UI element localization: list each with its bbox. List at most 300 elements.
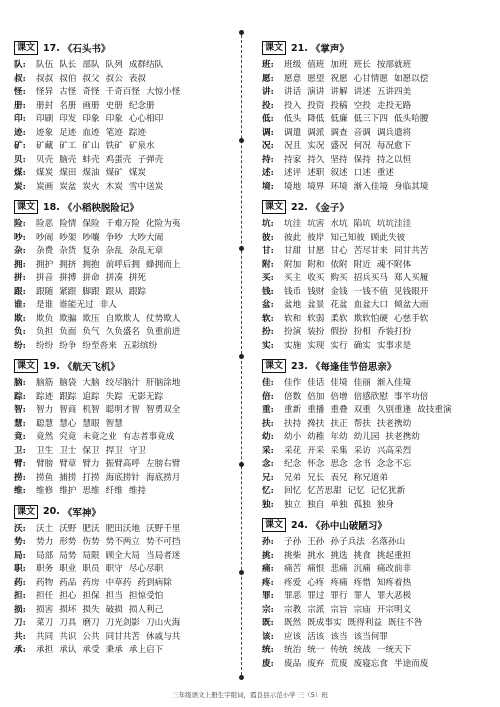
vocab-word: 孙子兵法	[330, 537, 365, 547]
vocab-word: 队长	[59, 60, 77, 70]
vocab-word: 苦尽甘来	[353, 246, 388, 256]
vocab-word: 海底捞针	[105, 472, 140, 483]
vocab-word: 搀扶	[307, 418, 325, 429]
vocab-word: 思念	[330, 459, 348, 469]
vocab-word: 局部	[36, 550, 54, 561]
lesson-tag: 课文	[262, 41, 286, 55]
vocab-word: 记忆犹新	[370, 486, 406, 496]
vocab-word: 佳境	[330, 378, 348, 388]
vocab-word: 幼小	[284, 432, 302, 442]
vocab-word: 负气	[82, 327, 100, 337]
vocab-word: 挑柴	[284, 550, 302, 561]
divider-dot	[239, 675, 244, 680]
vocab-character: 宗:	[262, 604, 274, 615]
lesson-tag: 课文	[14, 41, 38, 55]
vocab-character: 杂:	[14, 246, 26, 256]
vocab-word: 怀念	[307, 459, 325, 469]
vocab-word: 甘愿	[307, 246, 325, 256]
vocab-word: 忆苦思甜	[307, 486, 342, 496]
vocab-word: 班长	[353, 60, 371, 70]
vocab-character: 损:	[14, 604, 26, 615]
vocab-character: 甘:	[262, 246, 274, 256]
vocab-word: 印象	[82, 114, 100, 124]
vocab-word: 知己知彼	[330, 232, 365, 243]
vocab-word: 思维	[82, 486, 100, 496]
vocab-word: 损失	[82, 604, 100, 615]
vocab-word: 慧心	[59, 418, 77, 429]
vocab-word: 智勇双全	[146, 405, 181, 415]
vocab-word: 久别重逢	[376, 405, 412, 415]
vocab-word: 承上启下	[128, 645, 164, 655]
vocab-character: 买:	[262, 273, 274, 283]
vocab-row	[262, 113, 488, 127]
vocab-character: 废:	[262, 658, 274, 669]
vocab-word: 纪念	[284, 459, 302, 469]
vocab-word: 兄长	[307, 472, 325, 483]
vocab-word: 双重	[353, 405, 371, 415]
vocab-word: 绞尽脑汁	[105, 378, 140, 388]
vocab-word: 传统	[330, 645, 348, 655]
vocab-word: 倾盆大雨	[394, 300, 429, 310]
vocab-word: 倍增	[330, 391, 348, 402]
vocab-word: 疼爱	[284, 577, 302, 588]
vocab-word: 拼搏	[59, 273, 77, 283]
vocab-word: 损害	[36, 604, 54, 615]
vocab-character: 药:	[14, 577, 26, 588]
vocab-word: 低三下四	[353, 114, 388, 124]
vocab-word: 投稿	[330, 100, 348, 111]
vocab-word: 五彩缤纷	[122, 340, 158, 351]
vocab-word: 踪迹	[128, 127, 147, 138]
vocab-word: 伤势	[82, 537, 100, 547]
vocab-row	[262, 577, 488, 591]
vocab-word: 无影无踪	[128, 391, 164, 402]
vocab-word: 水坑	[330, 219, 348, 229]
vocab-character: 刀:	[14, 618, 26, 628]
vocab-word: 智商	[59, 405, 77, 415]
lesson-tag: 课文	[262, 200, 286, 214]
vocab-row	[14, 154, 240, 168]
vocab-word: 软和	[284, 313, 302, 324]
divider-dot	[239, 30, 244, 35]
vocab-word: 谁能无过	[59, 300, 94, 310]
vocab-word: 臂章	[59, 459, 77, 469]
vocab-word: 肝脑涂地	[146, 378, 181, 388]
vocab-word: 当局者迷	[146, 550, 181, 561]
vocab-word: 大吵大闹	[128, 232, 164, 243]
lesson-number: 22.	[291, 201, 308, 213]
vocab-row	[14, 313, 240, 327]
vocab-row	[14, 418, 240, 432]
vocab-word: 打捞	[82, 472, 100, 483]
lesson-tag: 课文	[262, 359, 286, 373]
vocab-word: 心疼	[307, 577, 325, 588]
vocab-word: 药房	[82, 577, 100, 588]
vocab-word: 扮演	[284, 327, 302, 337]
vocab-word: 药到病除	[137, 577, 172, 588]
vocab-word: 保持	[353, 154, 371, 165]
vocab-character: 煤:	[14, 168, 26, 178]
vocab-word: 杂费	[36, 246, 54, 256]
vocab-row	[262, 458, 488, 472]
vocab-word: 班级	[284, 60, 302, 70]
vocab-word: 煤炭	[128, 168, 147, 178]
vocab-word: 金钱	[330, 286, 348, 297]
vocab-character: 扮:	[262, 327, 274, 337]
vocab-word: 坑坑洼洼	[376, 219, 412, 229]
vocab-word: 沉痛	[353, 564, 371, 574]
vocab-word: 调查	[330, 127, 348, 138]
vocab-word: 矿山	[82, 141, 100, 151]
vocab-word: 花盆	[330, 300, 348, 310]
vocab-word: 假扮	[330, 327, 348, 337]
vocab-word: 悲痛	[330, 564, 348, 574]
vocab-word: 兴高采烈	[376, 445, 412, 456]
vocab-word: 挑食	[353, 550, 371, 561]
vocab-word: 史册	[105, 100, 123, 111]
vocab-word: 罪恶	[284, 591, 302, 601]
vocab-row	[262, 272, 488, 286]
vocab-word: 左膀右臂	[146, 459, 181, 469]
vocab-row	[14, 100, 240, 114]
vocab-word: 倍数	[284, 391, 302, 402]
vocab-word: 刀山火海	[146, 618, 181, 628]
vocab-word: 跟随	[36, 286, 54, 297]
vocab-row	[262, 245, 488, 259]
vocab-word: 队列	[105, 60, 123, 70]
vocab-word: 陷坑	[353, 219, 371, 229]
vocab-word: 损坏	[59, 604, 77, 615]
vocab-row	[14, 485, 240, 499]
vocab-word: 杂货	[59, 246, 77, 256]
vocab-character: 挑:	[262, 550, 274, 561]
vocab-row	[14, 181, 240, 195]
vocab-character: 吵:	[14, 232, 26, 243]
lesson-header	[262, 199, 488, 215]
vocab-character: 矿:	[14, 141, 26, 151]
vocab-row	[262, 404, 488, 418]
vocab-word: 鸡蛋壳	[105, 154, 132, 165]
vocab-word: 叔伯	[59, 73, 77, 84]
vocab-word: 渐入佳境	[353, 181, 388, 192]
vocab-word: 中草药	[105, 577, 132, 588]
vocab-character: 坑:	[262, 219, 274, 229]
vocab-word: 述职	[307, 168, 325, 178]
vocab-row	[262, 658, 488, 672]
vocab-word: 统战	[353, 645, 371, 655]
vocab-word: 甘心	[330, 246, 348, 256]
divider-dot	[239, 246, 244, 251]
lesson-header	[262, 358, 488, 374]
vocab-word: 孤独	[353, 499, 371, 510]
vocab-word: 统一	[307, 645, 325, 655]
vocab-word: 局势	[59, 550, 77, 561]
vocab-word: 调派	[307, 127, 325, 138]
vocab-row	[262, 86, 488, 100]
vocab-character: 重:	[262, 405, 274, 415]
vocab-word: 附加	[284, 259, 302, 270]
vocab-row	[262, 485, 488, 499]
vocab-row	[14, 563, 240, 577]
vocab-row	[262, 604, 488, 618]
lesson-tag: 课文	[14, 505, 38, 519]
lesson-title: 《金子》	[310, 203, 349, 214]
vocab-word: 共同	[36, 631, 54, 642]
vocab-word: 捍卫	[105, 445, 123, 456]
vocab-row	[262, 445, 488, 459]
vocab-row	[14, 73, 240, 87]
vocab-row	[262, 140, 488, 154]
vocab-character: 拥:	[14, 259, 26, 270]
vocab-row	[262, 631, 488, 645]
vocab-word: 职务	[36, 564, 54, 574]
vocab-character: 彼:	[262, 232, 274, 243]
lesson-section	[14, 358, 240, 499]
vocab-character: 册:	[14, 100, 26, 111]
vocab-row	[14, 644, 240, 658]
vocab-word: 担保	[82, 591, 100, 601]
vocab-word: 破损	[105, 604, 123, 615]
vocab-word: 祝愿	[330, 73, 348, 84]
vocab-word: 乔装打扮	[376, 327, 412, 337]
vocab-word: 痛恨	[307, 564, 325, 574]
vocab-word: 重播	[307, 405, 325, 415]
vocab-word: 调兵遣将	[376, 127, 412, 138]
vocab-word: 独身	[376, 499, 395, 510]
vocab-row	[14, 245, 240, 259]
vocab-row	[14, 590, 240, 604]
vocab-word: 矿工	[59, 141, 77, 151]
vocab-word: 贝壳	[36, 154, 54, 165]
lesson-header	[262, 40, 488, 56]
vocab-row	[14, 617, 240, 631]
vocab-word: 保险	[82, 219, 100, 229]
vocab-row	[14, 326, 240, 340]
vocab-word: 愿望	[307, 73, 325, 84]
vocab-word: 愿意	[284, 73, 302, 84]
vocab-character: 谁:	[14, 300, 26, 310]
vocab-word: 叔公	[105, 73, 123, 84]
lesson-section	[14, 504, 240, 658]
vocab-word: 追踪	[82, 391, 100, 402]
vocab-word: 记忆	[347, 486, 365, 496]
vocab-word: 既然	[284, 618, 302, 628]
vocab-word: 痛苦	[284, 564, 302, 574]
vocab-row	[262, 472, 488, 486]
vocab-word: 肥沃	[82, 523, 100, 534]
lesson-section	[262, 40, 488, 194]
vocab-word: 海底捞月	[146, 472, 181, 483]
vocab-word: 究竟	[59, 432, 77, 442]
vocab-word: 宗庙	[353, 604, 371, 615]
vocab-row	[14, 536, 240, 550]
vocab-character: 局:	[14, 550, 26, 561]
lesson-number: 19.	[43, 360, 60, 372]
vocab-word: 兄弟	[284, 472, 302, 483]
vocab-word: 承受	[82, 645, 100, 655]
vocab-word: 势力	[36, 537, 54, 547]
vocab-row	[262, 127, 488, 141]
vocab-word: 顾全大局	[105, 550, 140, 561]
vocab-word: 讲话	[284, 87, 302, 97]
vocab-word: 宗派	[307, 604, 325, 615]
vocab-word: 千奇百怪	[105, 87, 140, 97]
vocab-word: 开宗明义	[376, 604, 412, 615]
vocab-word: 坑洼	[284, 219, 302, 229]
vocab-word: 蜂拥而上	[146, 259, 181, 270]
vocab-word: 坚持	[330, 154, 348, 165]
vocab-word: 收买	[307, 273, 325, 283]
vocab-word: 欺负	[36, 313, 54, 324]
vocab-character: 贝:	[14, 154, 26, 165]
vocab-word: 统治	[284, 645, 302, 655]
vocab-word: 捕捞	[59, 472, 77, 483]
lesson-section	[262, 517, 488, 671]
vocab-row	[14, 113, 240, 127]
vocab-character: 倍:	[262, 391, 274, 402]
vocab-word: 渐入佳境	[376, 378, 412, 388]
vocab-word: 甘甜	[284, 246, 302, 256]
vocab-word: 念念不忘	[376, 459, 412, 469]
vocab-word: 罪人	[353, 591, 371, 601]
divider-dot	[239, 354, 244, 359]
vocab-word: 形势	[59, 537, 77, 547]
vocab-character: 臂:	[14, 459, 26, 469]
vocab-word: 是谁	[36, 300, 54, 310]
vocab-word: 低廉	[330, 114, 348, 124]
vocab-word: 实事求是	[376, 340, 412, 351]
vocab-character: 低:	[262, 114, 274, 124]
page-footer: 三年级语文上册生字组词，霞良县示范小学 三（5）班	[172, 691, 328, 699]
vocab-word: 走投无路	[376, 100, 412, 111]
vocab-character: 炭:	[14, 181, 26, 192]
lesson-header	[14, 504, 240, 520]
vocab-word: 杂乱无章	[128, 246, 164, 256]
vocab-word: 秉承	[105, 645, 123, 655]
vocab-word: 扶正	[330, 418, 348, 429]
vocab-word: 笔迹	[105, 127, 123, 138]
vocab-word: 拼凑	[105, 273, 123, 283]
vocab-word: 五讲四美	[376, 87, 412, 97]
vocab-character: 拼:	[14, 273, 26, 283]
vocab-word: 顾此失彼	[370, 232, 406, 243]
vocab-row	[262, 391, 488, 405]
vocab-character: 共:	[14, 631, 26, 642]
vocab-word: 投入	[284, 100, 302, 111]
vocab-character: 既:	[262, 618, 274, 628]
vocab-word: 采花	[284, 445, 302, 456]
vocab-word: 吵闹	[36, 232, 54, 243]
divider-dot	[239, 138, 244, 143]
vocab-word: 拥抱	[82, 259, 100, 270]
vocab-word: 子孙	[284, 537, 302, 547]
vocab-word: 依附	[330, 259, 348, 270]
vocab-word: 既成事实	[307, 618, 342, 628]
vocab-word: 捞鱼	[36, 472, 54, 483]
vocab-character: 智:	[14, 405, 26, 415]
vocab-word: 奇怪	[82, 87, 100, 97]
vocab-row	[262, 499, 488, 513]
vocab-word: 欺软怕硬	[353, 313, 388, 324]
vocab-row	[262, 644, 488, 658]
vocab-character: 欺:	[14, 313, 26, 324]
vocab-character: 实:	[262, 340, 274, 351]
vocab-word: 拼死	[128, 273, 147, 283]
vocab-word: 讲解	[330, 87, 348, 97]
vocab-row	[14, 458, 240, 472]
vocab-word: 罪大恶极	[376, 591, 412, 601]
vocab-word: 卫生	[36, 445, 54, 456]
vocab-word: 痛改前非	[376, 564, 412, 574]
vocab-word: 承担	[36, 645, 54, 655]
vocab-word: 未竟之业	[82, 432, 117, 442]
vocab-word: 纷争	[59, 340, 77, 351]
lesson-number: 24.	[291, 519, 308, 531]
vocab-word: 空投	[353, 100, 371, 111]
vocab-word: 魂不附体	[376, 259, 412, 270]
vocab-character: 述:	[262, 168, 274, 178]
lesson-title: 《掌声》	[310, 44, 349, 55]
vocab-word: 独立	[284, 499, 302, 510]
vocab-word: 该当何罪	[353, 631, 388, 642]
vocab-word: 宗旨	[330, 604, 348, 615]
vocab-word: 险情	[59, 219, 77, 229]
vocab-word: 活该	[307, 631, 325, 642]
vocab-character: 职:	[14, 564, 26, 574]
vocab-row	[14, 472, 240, 486]
vocab-word: 身临其境	[394, 181, 429, 192]
vocab-character: 忆:	[262, 486, 274, 496]
vocab-word: 木炭	[105, 181, 123, 192]
vocab-word: 古怪	[59, 87, 77, 97]
vocab-word: 维护	[59, 486, 77, 496]
vocab-word: 幼稚	[307, 432, 325, 442]
vocab-word: 职业	[59, 564, 77, 574]
vocab-word: 聪慧	[36, 418, 54, 429]
divider-dot	[239, 462, 244, 467]
lesson-tag: 课文	[14, 359, 38, 373]
vocab-word: 名册	[59, 100, 77, 111]
vocab-word: 心慈手软	[394, 313, 429, 324]
vocab-character: 软:	[262, 313, 274, 324]
vocab-word: 讲述	[353, 87, 371, 97]
vocab-word: 演讲	[307, 87, 325, 97]
vocab-word: 拥护	[36, 259, 54, 270]
vocab-word: 盛况	[330, 141, 348, 151]
vocab-word: 表叔	[128, 73, 147, 84]
vocab-word: 荒废	[330, 658, 348, 669]
lesson-header	[14, 199, 240, 215]
vocab-row	[14, 59, 240, 73]
vocab-row	[14, 604, 240, 618]
vocab-word: 一统天下	[376, 645, 412, 655]
vocab-row	[262, 286, 488, 300]
vocab-word: 紧跟	[59, 286, 77, 297]
vocab-word: 述评	[284, 168, 302, 178]
vocab-row	[262, 377, 488, 391]
vocab-word: 保卫	[82, 445, 100, 456]
vocab-word: 炭画	[36, 181, 54, 192]
vocab-word: 音调	[353, 127, 371, 138]
vocab-word: 跟踪	[128, 286, 147, 297]
vocab-word: 大惊小怪	[146, 87, 181, 97]
vocab-word: 叙述	[330, 168, 348, 178]
vocab-character: 该:	[262, 631, 274, 642]
vocab-word: 势不可挡	[146, 537, 181, 547]
vocab-word: 重新	[284, 405, 302, 415]
vocab-word: 废品	[284, 658, 302, 669]
vocab-character: 附:	[262, 259, 274, 270]
